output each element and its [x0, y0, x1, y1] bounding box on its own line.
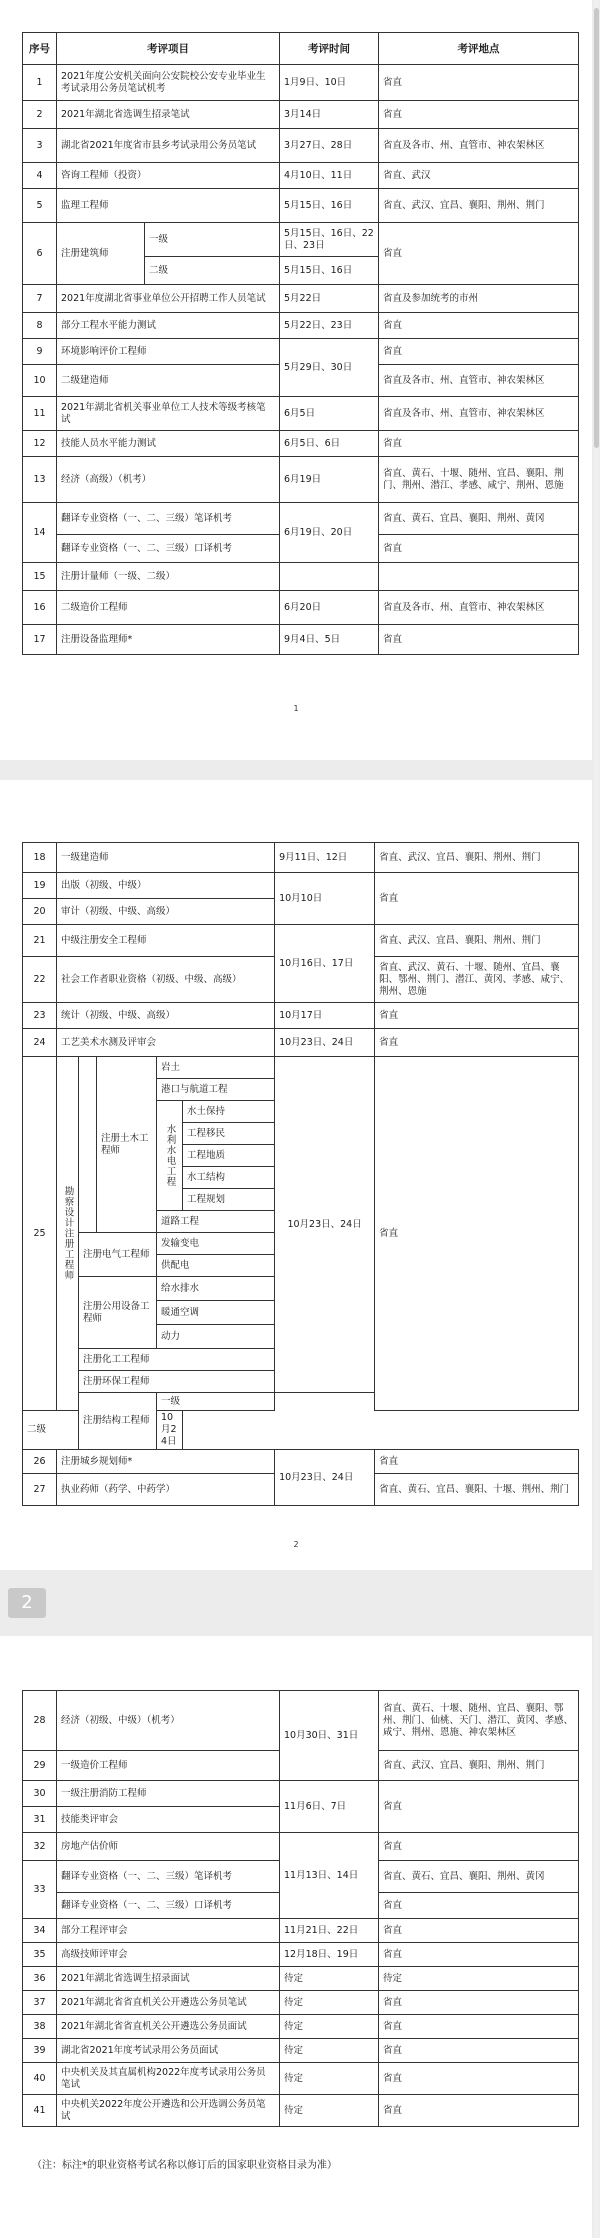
- table-row: [23, 223, 579, 257]
- row-place: 省直: [379, 313, 579, 339]
- row-place: 省直、武汉: [379, 163, 579, 189]
- survey-subitem: 发输变电: [157, 1233, 275, 1255]
- row-no: 36: [23, 1967, 57, 1991]
- table-row: [23, 2095, 579, 2127]
- row-no: 19: [23, 873, 57, 899]
- row-time: 11月21日、22日: [280, 1919, 379, 1943]
- table-row: [23, 1057, 579, 1079]
- row-time: 6月5日: [280, 397, 379, 431]
- spacer: [79, 1057, 97, 1233]
- row-time: 11月13日、14日: [280, 1833, 379, 1919]
- table-header-row: [23, 33, 579, 65]
- row-no: 10: [23, 365, 57, 397]
- row-place: 省直、武汉、宜昌、襄阳、荆州、荆门: [375, 925, 579, 957]
- row-time: 6月19日: [280, 457, 379, 503]
- row-time: 10月30日、31日: [280, 1691, 379, 1781]
- row-place: 待定: [379, 1967, 579, 1991]
- utility-engineer-label: 注册公用设备工程师: [79, 1277, 157, 1349]
- row-item: 监理工程师: [57, 189, 280, 223]
- row-place: 省直: [379, 65, 579, 101]
- row-no: 33: [23, 1861, 57, 1919]
- table-row: [23, 1919, 579, 1943]
- row-no: 13: [23, 457, 57, 503]
- survey-subitem: 注册环保工程师: [79, 1371, 275, 1393]
- col-header-time: 考评时间: [280, 33, 379, 65]
- row-item: 社会工作者职业资格（初级、中级、高级）: [57, 957, 275, 1003]
- table-row: [23, 2063, 579, 2095]
- row-item: 二级造价工程师: [57, 591, 280, 625]
- row-place: 省直、黄石、宜昌、襄阳、十堰、荆州、荆门: [375, 1474, 579, 1506]
- row-no: 24: [23, 1029, 57, 1057]
- table-row: [23, 431, 579, 457]
- row-item: 中央机关2022年度公开遴选和公开选调公务员笔试: [57, 2095, 280, 2127]
- row-no: 28: [23, 1691, 57, 1751]
- table-row: [23, 397, 579, 431]
- document-page-3: [0, 1636, 592, 2238]
- survey-subitem: 暖通空调: [157, 1301, 275, 1325]
- row-no: 6: [23, 223, 57, 285]
- table-row: [23, 339, 579, 365]
- row-item: 2021年度公安机关面向公安院校公安专业毕业生考试录用公务员笔试机考: [57, 65, 280, 101]
- row-place: 省直及各市、州、直管市、神农架林区: [379, 129, 579, 163]
- table-row: [23, 1833, 579, 1861]
- row-item: 审计（初级、中级、高级）: [57, 899, 275, 925]
- row-no: 32: [23, 1833, 57, 1861]
- row-item: 一级造价工程师: [57, 1751, 280, 1781]
- row-time: 9月11日、12日: [275, 843, 375, 873]
- row-place: 省直: [379, 223, 579, 285]
- survey-subitem: 水土保持: [183, 1101, 275, 1123]
- row-place: 省直: [375, 1003, 579, 1029]
- row-no: 29: [23, 1751, 57, 1781]
- row-place: 省直及参加统考的市州: [379, 285, 579, 313]
- row-item: 翻译专业资格（一、二、三级）笔译机考: [57, 503, 280, 535]
- table-row: [23, 101, 579, 129]
- row-place: 省直: [375, 1450, 579, 1474]
- row-place: 省直: [379, 1919, 579, 1943]
- row-item: 二级建造师: [57, 365, 280, 397]
- row-time: 5月22日: [280, 285, 379, 313]
- row-time: 3月14日: [280, 101, 379, 129]
- row-place: 省直: [379, 2063, 579, 2095]
- row-place: 省直: [379, 339, 579, 365]
- col-header-item: 考评项目: [57, 33, 280, 65]
- row-item: 翻译专业资格（一、二、三级）口译机考: [57, 1893, 280, 1919]
- row-place: 省直: [379, 1991, 579, 2015]
- row-place: 省直: [379, 535, 579, 563]
- row-time: 5月29日、30日: [280, 339, 379, 397]
- survey-subitem: 供配电: [157, 1255, 275, 1277]
- row-subitem: 二级: [145, 257, 280, 285]
- row-item: 技能类评审会: [57, 1807, 280, 1833]
- row-place: 省直: [375, 1057, 579, 1411]
- struct-engineer-label: 注册结构工程师: [79, 1393, 157, 1450]
- row-item: 2021年度湖北省事业单位公开招聘工作人员笔试: [57, 285, 280, 313]
- row-no: 9: [23, 339, 57, 365]
- row-time: 1月9日、10日: [280, 65, 379, 101]
- survey-subitem: 动力: [157, 1325, 275, 1349]
- row-place: 省直、武汉、宜昌、襄阳、荆州、荆门: [379, 189, 579, 223]
- row-time: 5月15日、16日: [280, 257, 379, 285]
- row-time: 12月18日、19日: [280, 1943, 379, 1967]
- row-no: 26: [23, 1450, 57, 1474]
- survey-subitem: 道路工程: [157, 1211, 275, 1233]
- row-place: 省直、武汉、宜昌、襄阳、荆州、荆门: [375, 843, 579, 873]
- table-row: [23, 2015, 579, 2039]
- scrollbar-thumb[interactable]: [594, 8, 599, 448]
- row-no: 20: [23, 899, 57, 925]
- row-item: 出版（初级、中级）: [57, 873, 275, 899]
- water-engineering-label: 水利水电工程: [157, 1101, 183, 1211]
- row-time: 待定: [280, 2095, 379, 2127]
- row-item: 统计（初级、中级、高级）: [57, 1003, 275, 1029]
- row-no: 23: [23, 1003, 57, 1029]
- row-time: [280, 563, 379, 591]
- row-no: 2: [23, 101, 57, 129]
- table-row: [23, 843, 579, 873]
- survey-subitem: 注册化工工程师: [79, 1349, 275, 1371]
- row-no: 39: [23, 2039, 57, 2063]
- row-no: 22: [23, 957, 57, 1003]
- row-item: 2021年湖北省省直机关公开遴选公务员面试: [57, 2015, 280, 2039]
- table-row: [23, 65, 579, 101]
- table-row: [23, 1781, 579, 1807]
- row-place: 省直: [379, 625, 579, 655]
- row-place: 省直: [375, 873, 579, 925]
- row-item: 环境影响评价工程师: [57, 339, 280, 365]
- table-row: [23, 925, 579, 957]
- row-no: 35: [23, 1943, 57, 1967]
- row-place: 省直、黄石、宜昌、襄阳、荆州、黄冈: [379, 1861, 579, 1893]
- schedule-table-2: [22, 842, 579, 1506]
- row-time: 5月15日、16日、22日、23日: [280, 223, 379, 257]
- table-row: [23, 189, 579, 223]
- table-row: [23, 503, 579, 535]
- row-place: 省直: [379, 2095, 579, 2127]
- page-number: 1: [293, 704, 299, 713]
- row-no: 40: [23, 2063, 57, 2095]
- row-place: 省直: [379, 1943, 579, 1967]
- table-row: [23, 625, 579, 655]
- survey-subitem: 港口与航道工程: [157, 1079, 275, 1101]
- civil-engineer-label: 注册土木工程师: [97, 1057, 157, 1233]
- row-item: 注册计量师（一级、二级）: [57, 563, 280, 591]
- row-no: 5: [23, 189, 57, 223]
- row-no: 21: [23, 925, 57, 957]
- row-place: 省直: [379, 2015, 579, 2039]
- row-time: 待定: [280, 2039, 379, 2063]
- row-place: 省直: [379, 1781, 579, 1833]
- row-place: 省直: [379, 431, 579, 457]
- row-item: 2021年湖北省机关事业单位工人技术等级考核笔试: [57, 397, 280, 431]
- row-item: 翻译专业资格（一、二、三级）口译机考: [57, 535, 280, 563]
- row-time: 3月27日、28日: [280, 129, 379, 163]
- row-no: 11: [23, 397, 57, 431]
- row-time: 5月15日、16日: [280, 189, 379, 223]
- row-place: 省直及各市、州、直管市、神农架林区: [379, 397, 579, 431]
- row-place: 省直、武汉、黄石、十堰、随州、宜昌、襄阳、鄂州、荆门、潜江、黄冈、孝感、咸宁、荆州、恩施: [375, 957, 579, 1003]
- row-item: 湖北省2021年度考试录用公务员面试: [57, 2039, 280, 2063]
- table-row: [23, 591, 579, 625]
- row-item: 部分工程评审会: [57, 1919, 280, 1943]
- row-time: 11月6日、7日: [280, 1781, 379, 1833]
- row-no: 12: [23, 431, 57, 457]
- table-row: [23, 563, 579, 591]
- table-row: [23, 313, 579, 339]
- row-time: 5月22日、23日: [280, 313, 379, 339]
- row-item: 注册设备监理师*: [57, 625, 280, 655]
- row-no: 37: [23, 1991, 57, 2015]
- row-place: 省直及各市、州、直管市、神农架林区: [379, 365, 579, 397]
- table-row: [23, 1003, 579, 1029]
- row-place: 省直、黄石、宜昌、襄阳、荆州、黄冈: [379, 503, 579, 535]
- row-time: 9月4日、5日: [280, 625, 379, 655]
- row-time: 待定: [280, 1991, 379, 2015]
- row-item: 高级技师评审会: [57, 1943, 280, 1967]
- row-place: [379, 563, 579, 591]
- table-row: [23, 1450, 579, 1474]
- row-no: 4: [23, 163, 57, 189]
- row-time: 10月23日、24日: [275, 1057, 375, 1393]
- table-row: [23, 1991, 579, 2015]
- table-row: [23, 129, 579, 163]
- page-indicator-badge[interactable]: 2: [8, 1588, 46, 1618]
- row-time: 10月17日: [275, 1003, 375, 1029]
- row-no: 8: [23, 313, 57, 339]
- row-no: 18: [23, 843, 57, 873]
- schedule-table-3: [22, 1690, 579, 2127]
- table-row: [23, 1943, 579, 1967]
- table-row: [23, 1967, 579, 1991]
- row-place: 省直、黄石、十堰、随州、宜昌、襄阳、荆门、荆州、潜江、孝感、咸宁、荆州、恩施: [379, 457, 579, 503]
- row-item: 一级建造师: [57, 843, 275, 873]
- row-item: 注册建筑师: [57, 223, 145, 285]
- row-item: 经济（高级）（机考）: [57, 457, 280, 503]
- survey-subitem: 岩土: [157, 1057, 275, 1079]
- survey-subitem: 二级: [23, 1411, 97, 1450]
- row-no: 1: [23, 65, 57, 101]
- row-no: 38: [23, 2015, 57, 2039]
- row-place: 省直、武汉、宜昌、襄阳、荆州、荆门: [379, 1751, 579, 1781]
- row-no: 15: [23, 563, 57, 591]
- row-place: 省直: [379, 2039, 579, 2063]
- row-item: 2021年湖北省省直机关公开遴选公务员笔试: [57, 1991, 280, 2015]
- row-item: 经济（初级、中级）（机考）: [57, 1691, 280, 1751]
- page-number: 2: [293, 1540, 299, 1549]
- row-no: 3: [23, 129, 57, 163]
- row-item: 湖北省2021年度省市县乡考试录用公务员笔试: [57, 129, 280, 163]
- row-no: 34: [23, 1919, 57, 1943]
- survey-subitem: 工程移民: [183, 1123, 275, 1145]
- row-place: 省直、黄石、十堰、随州、宜昌、襄阳、鄂州、荆门、仙桃、天门、潜江、黄冈、孝感、咸宁、荆州、恩施、神农架林区: [379, 1691, 579, 1751]
- row-time: 10月16日、17日: [275, 925, 375, 1003]
- row-time: 6月19日、20日: [280, 503, 379, 563]
- document-page-2: [0, 780, 592, 1570]
- row-time: 待定: [280, 2063, 379, 2095]
- row-item: 房地产估价师: [57, 1833, 280, 1861]
- footnote: （注：标注*的职业资格考试名称以修订后的国家职业资格目录为准）: [32, 2160, 337, 2171]
- row-item: 2021年湖北省选调生招录面试: [57, 1967, 280, 1991]
- row-item: 部分工程水平能力测试: [57, 313, 280, 339]
- table-row: [23, 163, 579, 189]
- row-place: 省直: [379, 1893, 579, 1919]
- schedule-table-1: [22, 32, 579, 655]
- row-item: 技能人员水平能力测试: [57, 431, 280, 457]
- row-time: 6月5日、6日: [280, 431, 379, 457]
- row-item: 中级注册安全工程师: [57, 925, 275, 957]
- row-item: 执业药师（药学、中药学）: [57, 1474, 275, 1506]
- col-header-place: 考评地点: [379, 33, 579, 65]
- row-item: 翻译专业资格（一、二、三级）笔译机考: [57, 1861, 280, 1893]
- row-time: 10月24日: [157, 1411, 183, 1450]
- row-item: 一级注册消防工程师: [57, 1781, 280, 1807]
- row-item: 注册城乡规划师*: [57, 1450, 275, 1474]
- row-time: 10月10日: [275, 873, 375, 925]
- row-time: 10月23日、24日: [275, 1029, 375, 1057]
- row-place: 省直及各市、州、直管市、神农架林区: [379, 591, 579, 625]
- row-time: 待定: [280, 2015, 379, 2039]
- row-time: 6月20日: [280, 591, 379, 625]
- row-no: 17: [23, 625, 57, 655]
- row-no: 25: [23, 1057, 57, 1411]
- row-item: 咨询工程师（投资）: [57, 163, 280, 189]
- row-place: 省直: [379, 1833, 579, 1861]
- survey-subitem: 工程规划: [183, 1189, 275, 1211]
- row-no: 30: [23, 1781, 57, 1807]
- col-header-no: 序号: [23, 33, 57, 65]
- document-page-1: [0, 0, 592, 760]
- row-no: 7: [23, 285, 57, 313]
- electric-engineer-label: 注册电气工程师: [79, 1233, 157, 1277]
- row-item: 2021年湖北省选调生招录笔试: [57, 101, 280, 129]
- survey-subitem: 给水排水: [157, 1277, 275, 1301]
- table-row: [23, 1691, 579, 1751]
- row-time: 待定: [280, 1967, 379, 1991]
- row-no: 14: [23, 503, 57, 563]
- survey-group-label: 勘察设计注册工程师: [57, 1057, 79, 1411]
- row-no: 41: [23, 2095, 57, 2127]
- row-time: 4月10日、11日: [280, 163, 379, 189]
- table-row: [23, 873, 579, 899]
- table-row: [23, 285, 579, 313]
- survey-subitem: 水工结构: [183, 1167, 275, 1189]
- survey-subitem: 一级: [157, 1393, 275, 1411]
- row-no: 16: [23, 591, 57, 625]
- row-place: 省直: [375, 1029, 579, 1057]
- table-row: [23, 457, 579, 503]
- table-row: [23, 1029, 579, 1057]
- row-place: 省直: [379, 101, 579, 129]
- table-row: [23, 2039, 579, 2063]
- survey-subitem: 工程地质: [183, 1145, 275, 1167]
- row-no: 27: [23, 1474, 57, 1506]
- row-item: 工艺美术水测及评审会: [57, 1029, 275, 1057]
- row-time: 10月23日、24日: [275, 1450, 375, 1506]
- row-item: 中央机关及其直属机构2022年度考试录用公务员笔试: [57, 2063, 280, 2095]
- row-subitem: 一级: [145, 223, 280, 257]
- row-no: 31: [23, 1807, 57, 1833]
